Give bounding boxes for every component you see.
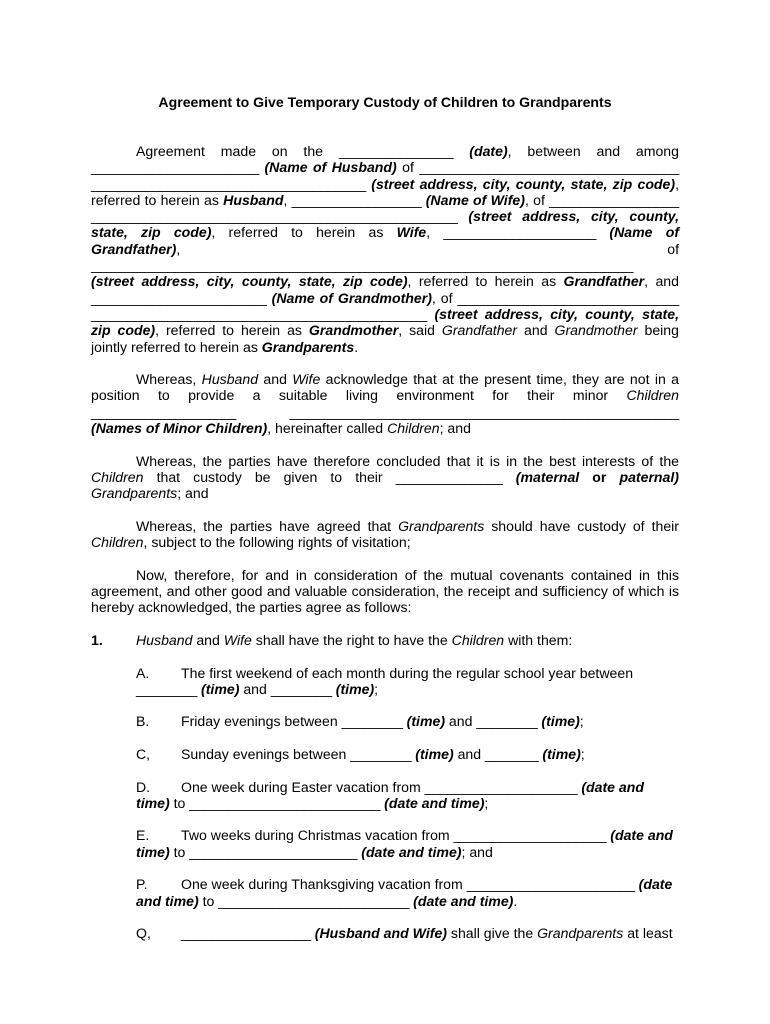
text-run: and (453, 745, 486, 762)
text-run: referred to herein as (91, 191, 224, 208)
children-term: Children (451, 631, 505, 648)
text-run: and (192, 631, 224, 648)
time-blank[interactable]: ________ (476, 713, 538, 730)
date-time-blank[interactable]: _________________________ (189, 794, 381, 811)
address-label: (street address, city, county, (468, 208, 679, 225)
text-run: , subject to the following rights of visitation; (143, 534, 411, 551)
subclause-c (136, 746, 679, 762)
subclause-d (136, 779, 679, 812)
clause-1 (91, 632, 679, 648)
date-time-label: time) (136, 843, 170, 860)
date-time-label: (date (638, 876, 673, 893)
wife-term: Wife (223, 631, 252, 648)
time-label: (time) (335, 680, 375, 697)
date-time-label: (date and time) (361, 843, 462, 860)
children-names-label: (Names of Minor Children) (91, 420, 268, 437)
children-term: Children (91, 534, 144, 551)
time-label: (time) (415, 745, 454, 762)
text-run: Whereas, the parties have agreed that (136, 517, 399, 534)
time-blank[interactable]: ________ (270, 680, 332, 697)
date-label: (date) (469, 143, 508, 159)
text-run: of (396, 159, 420, 176)
children-names-blank-1[interactable]: ___________________ (91, 403, 237, 420)
text-run: The first weekend of each month during the regular school year between (181, 664, 634, 681)
grandparents-term: Grandparents (91, 485, 178, 502)
time-blank[interactable]: ________ (350, 745, 412, 762)
text-run: , between and among (507, 143, 679, 159)
document-body (91, 143, 679, 958)
wife-name-blank[interactable]: _________________ (291, 191, 422, 208)
husband-address-blank-1[interactable]: __________________________________ (419, 159, 680, 176)
address-label: (street address, city, county, state, zip code) (91, 273, 408, 290)
whereas-paragraph-1 (91, 371, 679, 436)
time-label: (time) (406, 713, 446, 730)
subclause-label: P. (136, 876, 148, 893)
husband-name-blank[interactable]: ______________________ (91, 159, 260, 176)
text-run: Sunday evenings between (181, 745, 351, 762)
husband-wife-blank[interactable]: _________________ (181, 925, 311, 942)
text-run: , and (644, 273, 679, 290)
date-time-label: (date and (610, 827, 673, 844)
text-run: ; and (439, 420, 471, 437)
husband-term: Husband (201, 371, 259, 388)
text-run: , referred to herein as (155, 322, 309, 339)
text-run: , referred to herein as (407, 273, 564, 290)
date-blank[interactable]: _______________ (338, 143, 454, 159)
text-run: Agreement made on the (136, 143, 339, 159)
date-time-label: (date and time) (384, 794, 485, 811)
grandmother-address-blank-1[interactable]: _____________________________ (457, 289, 679, 306)
punct: ; (579, 713, 584, 730)
time-label: (time) (201, 680, 240, 697)
maternal-label: (maternal (515, 468, 580, 485)
time-blank[interactable]: _______ (485, 745, 539, 762)
grandfather-name-blank[interactable]: ____________________ (443, 224, 597, 241)
wife-address-blank-2[interactable]: ________________________________________________ (91, 208, 458, 225)
wife-term: Wife (292, 371, 321, 388)
text-run: One week during Easter vacation from (181, 778, 425, 795)
text-run: and (239, 680, 271, 697)
punct: ; (484, 794, 489, 811)
text-run: ; and (177, 485, 209, 502)
text-run: ; and (461, 843, 493, 860)
husband-wife-label: (Husband and Wife) (314, 925, 447, 942)
punct: , (176, 240, 181, 257)
date-time-blank[interactable]: ______________________ (466, 876, 635, 893)
text-run: Two weeks during Christmas vacation from (181, 827, 454, 844)
text-run: at least (623, 925, 673, 942)
text-run: Whereas, (136, 371, 202, 388)
address-label: (street address, city, county, state, zip code) (371, 175, 676, 192)
children-names-blank-2[interactable]: ___________________________________________________ (289, 403, 679, 420)
time-blank[interactable]: ________ (136, 680, 198, 697)
text-run: Friday evenings between (181, 713, 342, 730)
wife-term: Wife (396, 224, 427, 241)
subclause-a-cont (136, 681, 679, 697)
subclause-b (136, 713, 679, 729)
text-run: and (445, 713, 477, 730)
grandfather-term: Grandfather (563, 273, 645, 290)
date-time-blank[interactable]: ______________________ (189, 843, 358, 860)
text-run: , referred to herein as (211, 224, 397, 241)
agreement-parties-paragraph (91, 143, 679, 355)
text-run: and (517, 322, 555, 339)
text-run: that custody be given to their (143, 468, 396, 485)
text-run: hereinafter called (275, 420, 388, 437)
time-label: (time) (542, 745, 581, 762)
punct: , (675, 175, 679, 192)
address-label: zip code) (91, 322, 156, 339)
wife-address-blank-1[interactable]: _________________ (549, 191, 679, 208)
punct: , (426, 224, 431, 241)
text-run: , said (398, 322, 442, 339)
text-run: to (173, 794, 190, 811)
whereas-paragraph-3 (91, 518, 679, 551)
whereas-paragraph-2 (91, 453, 679, 502)
date-time-blank[interactable]: ____________________ (453, 827, 607, 844)
grandmother-address-blank-2[interactable]: ____________________________________________ (91, 305, 428, 322)
husband-term: Husband (136, 631, 193, 648)
punct: . (513, 892, 518, 909)
grandfather-term: Grandfather (441, 322, 518, 339)
address-label: (street address, city, county, state, (434, 305, 679, 322)
subclause-p (136, 876, 679, 909)
children-term: Children (626, 387, 679, 404)
children-term: Children (387, 420, 440, 437)
text-run: , of (431, 289, 458, 306)
grandfather-name-label: (Name of Grandfather) (91, 224, 680, 257)
clause-number: 1. (91, 631, 103, 648)
husband-name-label: (Name of Husband) (264, 159, 397, 176)
grandparents-term: Grandparents (261, 338, 355, 355)
grandmother-name-blank[interactable]: _______________________ (91, 289, 267, 306)
address-label: state, zip code) (91, 224, 212, 241)
grandmother-term: Grandmother (554, 322, 638, 339)
date-time-label: (date and time) (413, 892, 514, 909)
subclause-label: D. (136, 778, 151, 795)
now-therefore-paragraph: Now, therefore, for and in consideration of the mutual covenants contained in this agreement, and other good and valuable consideration, the receipt and sufficiency of which is hereby acknowledged, the parties agree as follows: (91, 566, 679, 616)
husband-term: Husband (223, 191, 284, 208)
grandparents-term: Grandparents (537, 925, 624, 942)
grandparents-term: Grandparents (398, 517, 485, 534)
time-label: (time) (541, 713, 580, 730)
document-title: Agreement to Give Temporary Custody of Children to Grandparents (158, 94, 612, 110)
text-run: to (198, 892, 219, 909)
text-run: and (258, 371, 293, 388)
date-time-blank[interactable]: ____________________ (424, 778, 578, 795)
text-run: One week during Thanksgiving vacation from (181, 876, 467, 893)
subclause-q (136, 925, 679, 941)
date-time-blank[interactable]: _________________________ (218, 892, 410, 909)
subclause-a (136, 665, 679, 681)
subclause-label: Q, (136, 925, 151, 942)
grandfather-address-blank[interactable]: _______________________________________________________________________ (91, 257, 634, 274)
text-run: being jointly referred to herein as (91, 322, 679, 355)
punct: ; (580, 745, 585, 762)
text-run: shall have the right to have the (251, 631, 452, 648)
or-label: or (579, 468, 620, 485)
children-term: Children (91, 468, 144, 485)
punct: , (283, 191, 288, 208)
text-run: shall give the (446, 925, 538, 942)
punct: , (267, 420, 272, 437)
subclause-label: C, (136, 745, 151, 762)
grandmother-name-label: (Name of Grandmother) (271, 289, 432, 306)
text-run: acknowledge that at the present time, they are not in a position to provide a suitable living environment for their minor (91, 371, 679, 404)
subclause-label: B. (136, 713, 150, 730)
punct: ; (374, 680, 379, 697)
subclause-label: A. (136, 664, 150, 681)
text-run: of (667, 240, 679, 257)
paternal-label: paternal) (619, 468, 679, 485)
subclause-e (136, 827, 679, 860)
time-blank[interactable]: ________ (341, 713, 403, 730)
text-run: with them: (504, 631, 573, 648)
date-time-label: and time) (136, 892, 199, 909)
text-run: to (169, 843, 190, 860)
subclause-label: E. (136, 827, 150, 844)
text-run: should have custody of their (484, 517, 679, 534)
date-time-label: (date and time) (136, 778, 644, 811)
grandmother-term: Grandmother (308, 322, 399, 339)
wife-name-label: (Name of Wife) (425, 191, 525, 208)
maternal-paternal-blank[interactable]: ______________ (395, 468, 503, 485)
punct: . (354, 338, 359, 355)
text-run: Whereas, the parties have therefore concluded that it is in the best interests of the (136, 452, 679, 469)
husband-address-blank-2[interactable]: ____________________________________ (91, 175, 366, 192)
text-run: , of (524, 191, 550, 208)
